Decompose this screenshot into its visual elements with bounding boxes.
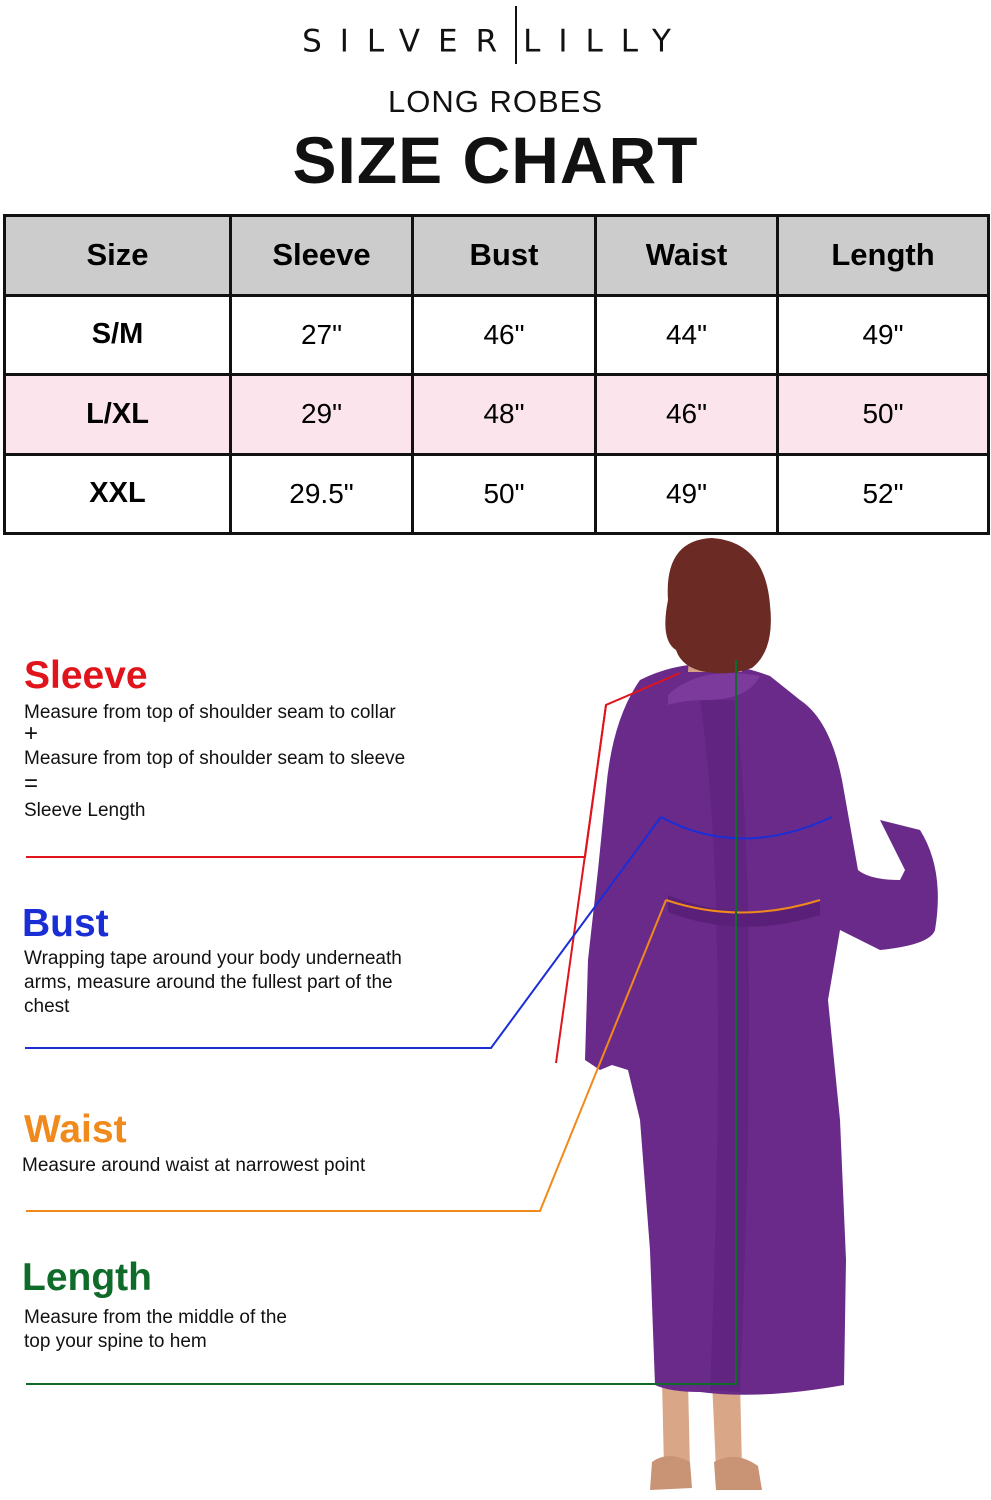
page-title: SIZE CHART [292, 123, 699, 197]
cell-size: L/XL [5, 375, 231, 455]
sleeve-line1: Measure from top of shoulder seam to collar [24, 702, 396, 723]
cell-size: XXL [5, 454, 231, 534]
header-sleeve: Sleeve [231, 216, 413, 296]
cell-size: S/M [5, 295, 231, 375]
brand-right: LILLY [523, 23, 689, 60]
sleeve-plus: + [24, 720, 39, 747]
length-line2: top your spine to hem [24, 1331, 207, 1352]
sleeve-title: Sleeve [24, 654, 148, 697]
brand-left: SILVER [302, 23, 516, 60]
bust-line1: Wrapping tape around your body underneath [24, 948, 402, 969]
cell-waist: 44" [596, 295, 778, 375]
waist-line1: Measure around waist at narrowest point [22, 1155, 366, 1176]
cell-bust: 48" [413, 375, 596, 455]
bust-title: Bust [22, 902, 109, 945]
length-line1: Measure from the middle of the [24, 1307, 287, 1328]
cell-bust: 46" [413, 295, 596, 375]
cell-sleeve: 27" [231, 295, 413, 375]
header-length: Length [778, 216, 989, 296]
robe-shape [585, 664, 938, 1395]
feet-shape [650, 1456, 762, 1490]
cell-length: 50" [778, 375, 989, 455]
subtitle: LONG ROBES [388, 84, 603, 119]
cell-length: 49" [778, 295, 989, 375]
cell-length: 52" [778, 454, 989, 534]
cell-sleeve: 29" [231, 375, 413, 455]
bust-line [25, 817, 661, 1048]
cell-waist: 49" [596, 454, 778, 534]
waist-title: Waist [24, 1108, 127, 1151]
header-size: Size [5, 216, 231, 296]
sleeve-equals: = [24, 770, 39, 797]
sleeve-line3: Sleeve Length [24, 800, 146, 821]
header-bust: Bust [413, 216, 596, 296]
cell-bust: 50" [413, 454, 596, 534]
length-title: Length [22, 1256, 152, 1299]
bust-line2: arms, measure around the fullest part of the [24, 972, 393, 993]
hair-shape [665, 538, 771, 673]
cell-waist: 46" [596, 375, 778, 455]
bust-line3: chest [24, 996, 70, 1017]
sleeve-line2: Measure from top of shoulder seam to sleeve [24, 748, 406, 769]
header-waist: Waist [596, 216, 778, 296]
cell-sleeve: 29.5" [231, 454, 413, 534]
